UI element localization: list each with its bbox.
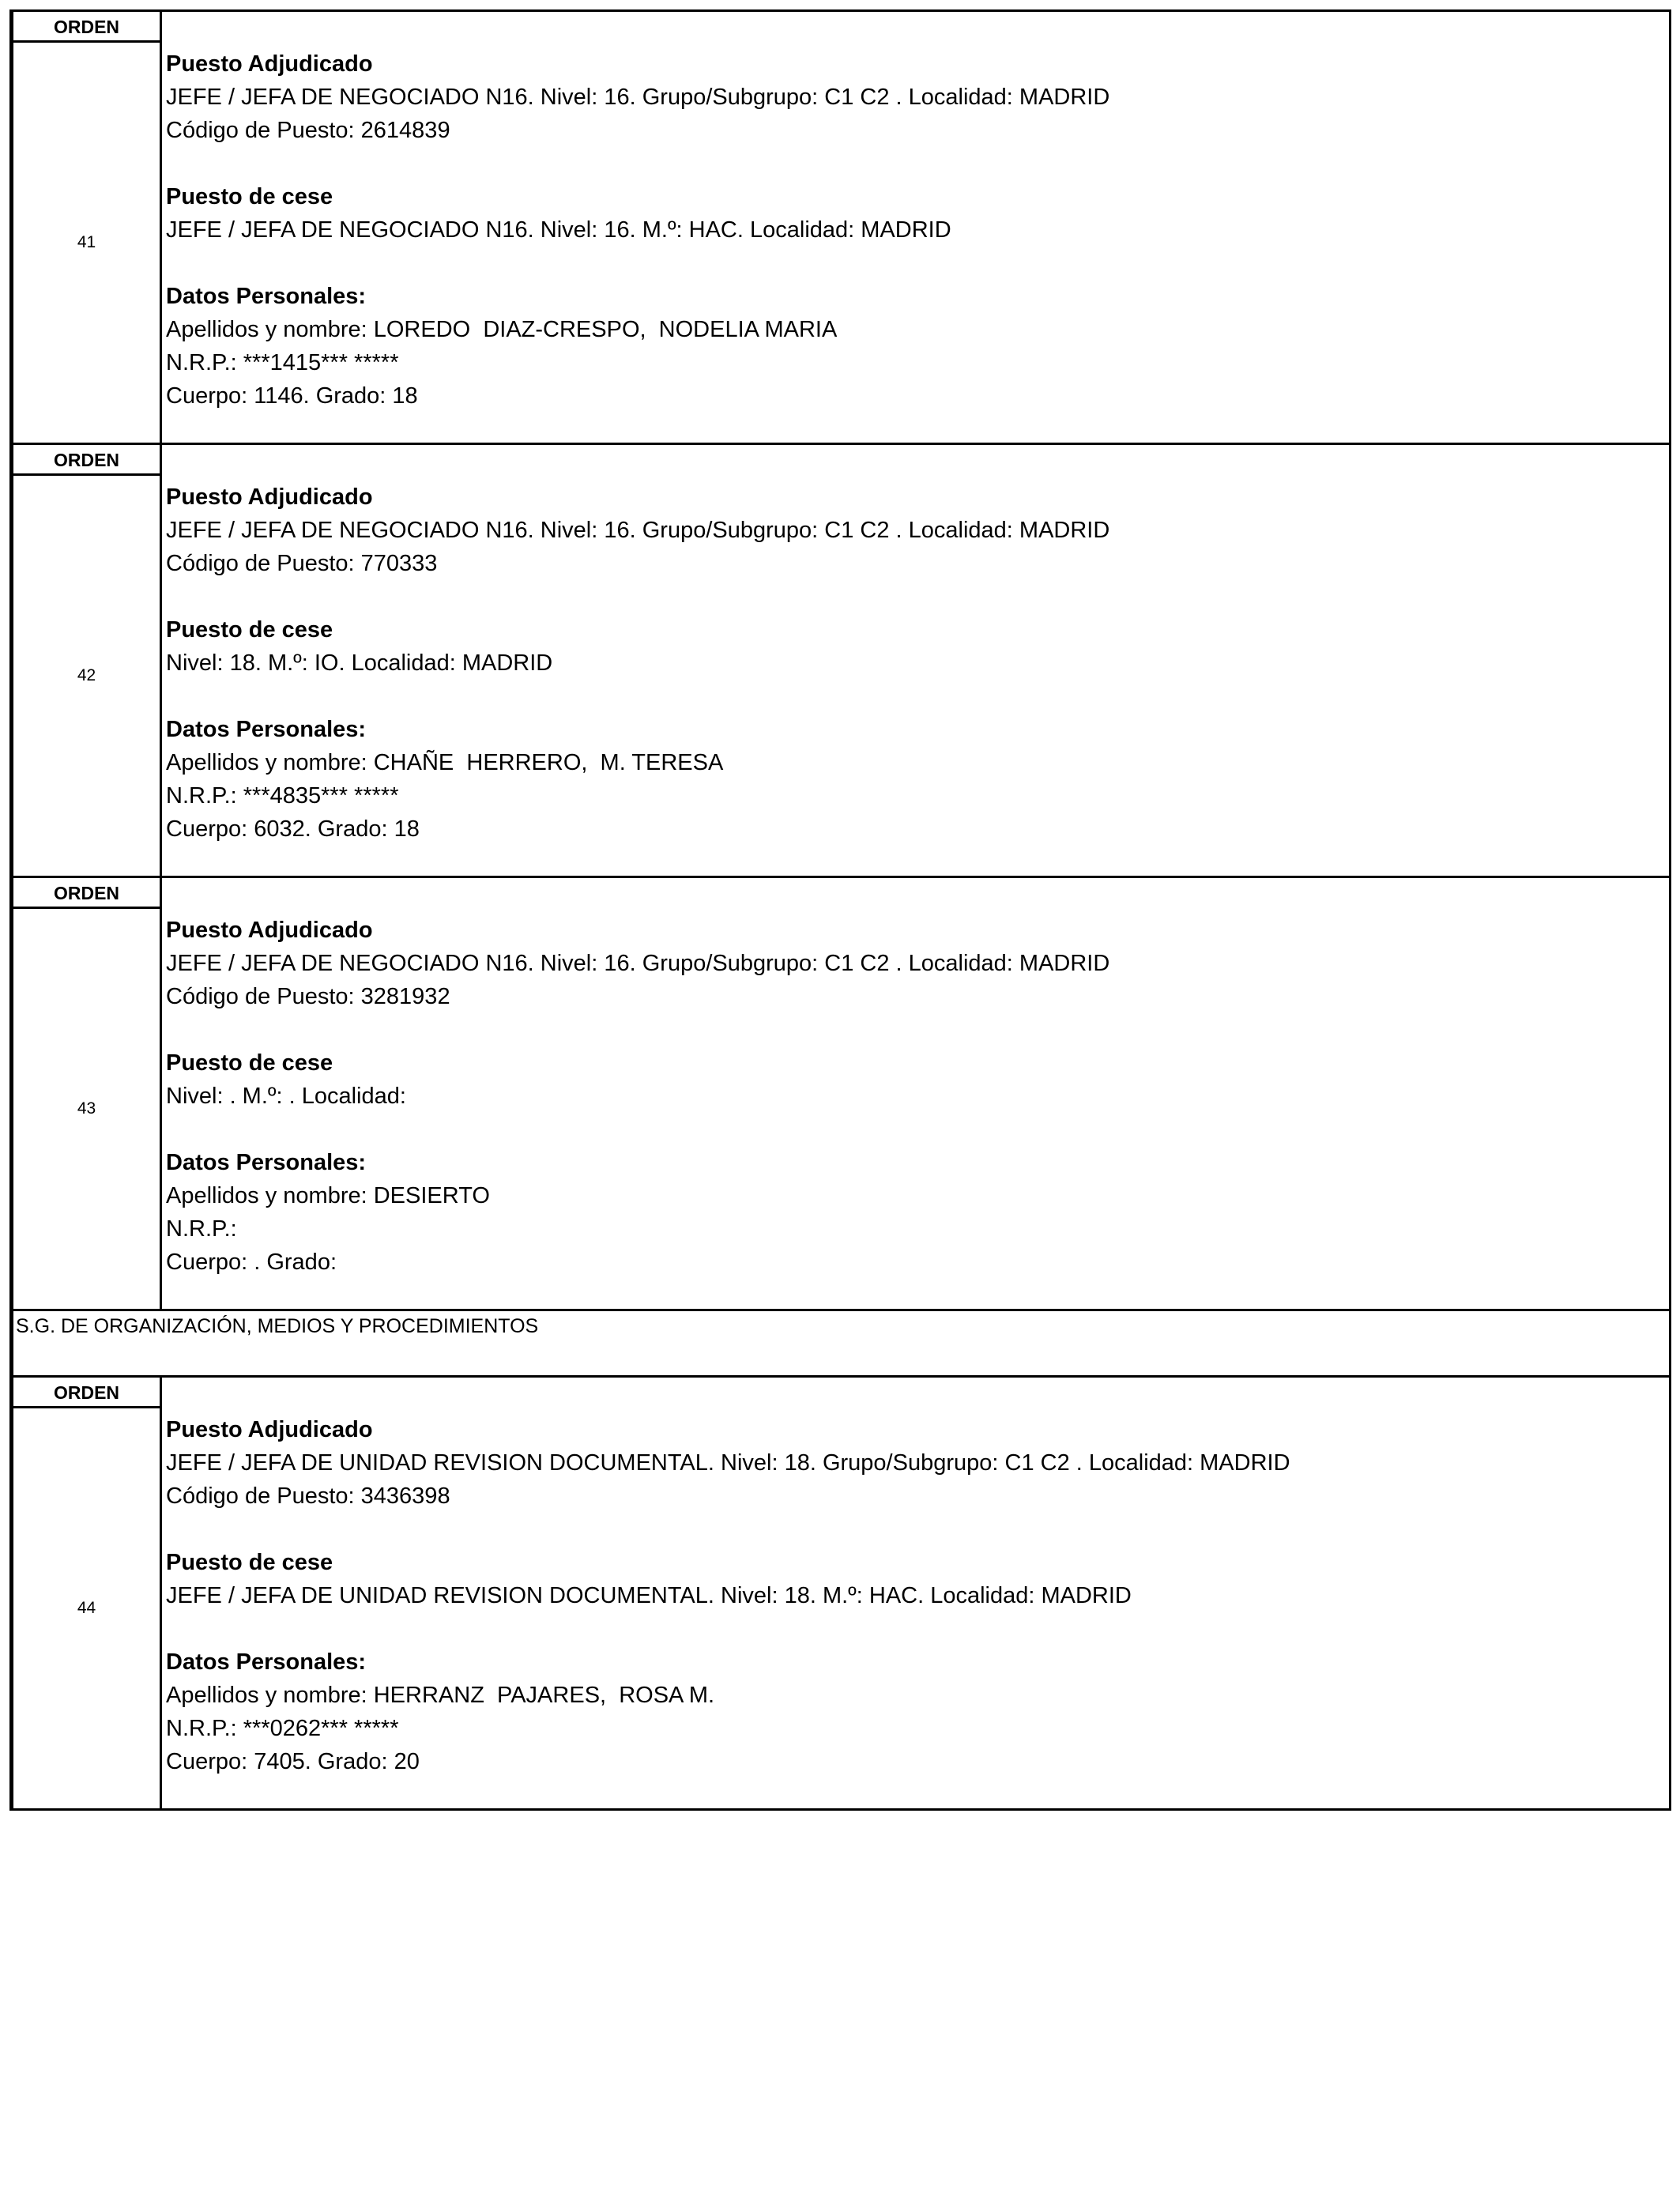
orden-header: ORDEN	[13, 12, 160, 43]
puesto-adjudicado-description: JEFE / JEFA DE NEGOCIADO N16. Nivel: 16. Grupo/Subgrupo: C1 C2 . Localidad: MADRID	[166, 85, 1110, 110]
orden-number: 41	[77, 233, 96, 251]
orden-number: 42	[77, 666, 96, 684]
document-table	[9, 9, 1671, 1811]
datos-personales-heading: Datos Personales:	[166, 1649, 367, 1675]
puesto-cese-description: JEFE / JEFA DE UNIDAD REVISION DOCUMENTAL. Nivel: 18. M.º: HAC. Localidad: MADRID	[166, 1583, 1132, 1608]
puesto-adjudicado-description: JEFE / JEFA DE NEGOCIADO N16. Nivel: 16. Grupo/Subgrupo: C1 C2 . Localidad: MADRID	[166, 518, 1110, 543]
puesto-adjudicado-description: JEFE / JEFA DE UNIDAD REVISION DOCUMENTAL. Nivel: 18. Grupo/Subgrupo: C1 C2 . Localidad: MADRID	[166, 1450, 1290, 1476]
apellidos-nombre: Apellidos y nombre: CHAÑE HERRERO, M. TERESA	[166, 750, 724, 775]
puesto-cese-description: Nivel: . M.º: . Localidad:	[166, 1084, 406, 1109]
puesto-adjudicado-heading: Puesto Adjudicado	[166, 918, 373, 943]
entry-row	[13, 9, 1669, 443]
entry-details	[162, 12, 1669, 443]
orden-header: ORDEN	[13, 878, 160, 909]
codigo-puesto: Código de Puesto: 3281932	[166, 984, 450, 1009]
nrp: N.R.P.: ***1415*** *****	[166, 350, 399, 375]
orden-header: ORDEN	[13, 445, 160, 476]
codigo-puesto: Código de Puesto: 2614839	[166, 118, 450, 143]
apellidos-nombre: Apellidos y nombre: DESIERTO	[166, 1183, 490, 1208]
cuerpo-grado: Cuerpo: 1146. Grado: 18	[166, 383, 418, 409]
cuerpo-grado: Cuerpo: 6032. Grado: 18	[166, 816, 420, 842]
puesto-cese-heading: Puesto de cese	[166, 1550, 333, 1575]
nrp: N.R.P.: ***4835*** *****	[166, 783, 399, 809]
apellidos-nombre: Apellidos y nombre: LOREDO DIAZ-CRESPO, NODELIA MARIA	[166, 317, 838, 342]
puesto-cese-description: JEFE / JEFA DE NEGOCIADO N16. Nivel: 16. M.º: HAC. Localidad: MADRID	[166, 217, 951, 243]
datos-personales-heading: Datos Personales:	[166, 717, 367, 742]
entry-details	[162, 1378, 1669, 1808]
puesto-cese-heading: Puesto de cese	[166, 617, 333, 643]
puesto-adjudicado-description: JEFE / JEFA DE NEGOCIADO N16. Nivel: 16. Grupo/Subgrupo: C1 C2 . Localidad: MADRID	[166, 951, 1110, 976]
puesto-cese-description: Nivel: 18. M.º: IO. Localidad: MADRID	[166, 650, 553, 676]
cuerpo-grado: Cuerpo: . Grado:	[166, 1250, 337, 1275]
puesto-adjudicado-heading: Puesto Adjudicado	[166, 51, 373, 77]
orden-column	[13, 878, 162, 1309]
codigo-puesto: Código de Puesto: 770333	[166, 551, 438, 576]
orden-header: ORDEN	[13, 1378, 160, 1408]
apellidos-nombre: Apellidos y nombre: HERRANZ PAJARES, ROSA M.	[166, 1683, 715, 1708]
entry-row	[13, 1375, 1669, 1808]
orden-number: 44	[77, 1599, 96, 1617]
orden-number: 43	[77, 1099, 96, 1118]
puesto-adjudicado-heading: Puesto Adjudicado	[166, 484, 373, 510]
entry-details	[162, 878, 1669, 1309]
datos-personales-heading: Datos Personales:	[166, 1150, 367, 1175]
puesto-cese-heading: Puesto de cese	[166, 184, 333, 209]
section-header: S.G. DE ORGANIZACIÓN, MEDIOS Y PROCEDIMIENTOS	[13, 1309, 1669, 1375]
puesto-adjudicado-heading: Puesto Adjudicado	[166, 1417, 373, 1442]
orden-column	[13, 12, 162, 443]
datos-personales-heading: Datos Personales:	[166, 284, 367, 309]
codigo-puesto: Código de Puesto: 3436398	[166, 1483, 450, 1509]
orden-column	[13, 1378, 162, 1808]
entry-row	[13, 443, 1669, 876]
orden-column	[13, 445, 162, 876]
entry-details	[162, 445, 1669, 876]
nrp: N.R.P.: ***0262*** *****	[166, 1716, 399, 1741]
puesto-cese-heading: Puesto de cese	[166, 1050, 333, 1076]
cuerpo-grado: Cuerpo: 7405. Grado: 20	[166, 1749, 420, 1774]
nrp: N.R.P.:	[166, 1216, 237, 1242]
entry-row	[13, 876, 1669, 1309]
